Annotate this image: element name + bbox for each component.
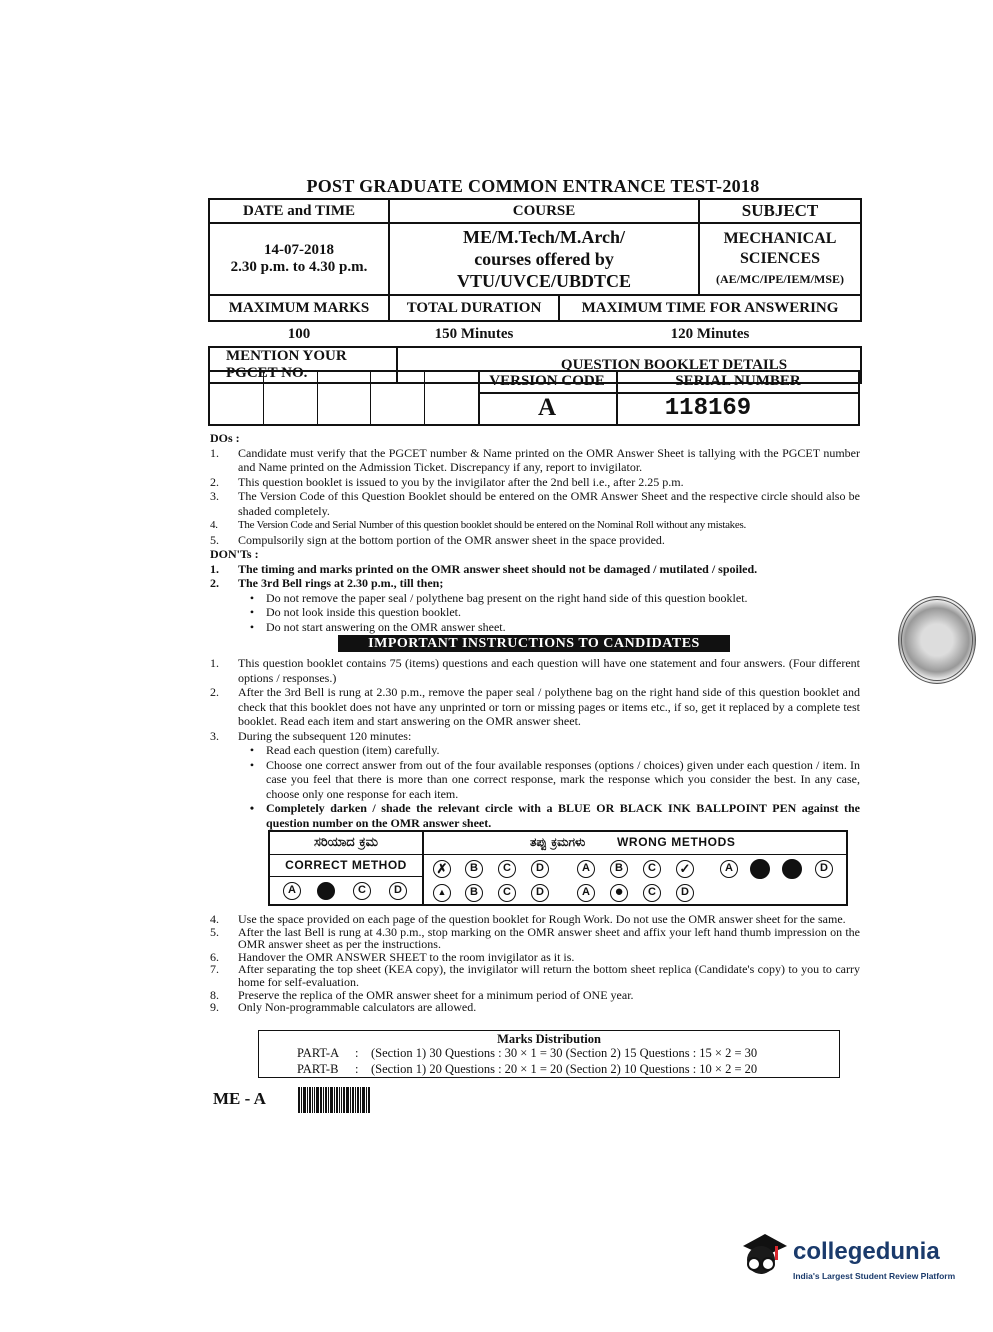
part-a-detail: (Section 1) 30 Questions : 30 × 1 = 30 (Section 2) 15 Questions : 15 × 2 = 30 [371,1046,758,1060]
bubble-d: D [531,860,549,878]
list-item: 4. Use the space provided on each page of the question booklet for Rough Work. Do not use the OMR answer sheet for the same. [210,912,846,926]
date-time-value [209,223,389,295]
list-item: 4. The Version Code and Serial Number of this question booklet should be entered on the Nominal Roll without any mistakes. [210,519,746,531]
marks-distribution-title: Marks Distribution [497,1032,601,1046]
course-line: VTU/UVCE/UBDTCE [456,271,632,291]
subject-value [699,223,861,295]
divider [422,832,424,904]
list-item: 1. This question booklet contains 75 (items) questions and each question will have one statement and four answers. (Four different options / responses.) [210,656,860,685]
instructions-banner: IMPORTANT INSTRUCTIONS TO CANDIDATES [338,635,730,652]
colon: : [355,1062,359,1076]
bullet-item: • Do not start answering on the OMR answer sheet. [249,619,506,634]
bubble-a: A [577,860,595,878]
list-item: 6. Handover the OMR ANSWER SHEET to the room invigilator as it is. [210,949,575,964]
bubble-b: B [465,860,483,878]
bubble-c: C [643,860,661,878]
bullet-item: • Completely darken / shade the relevant circle with a BLUE OR BLACK INK BALLPOINT PEN against the question number on the OMR answer sheet. [249,801,860,830]
booklet-details-label: QUESTION BOOKLET DETAILS [397,347,861,383]
donts-heading: DON'Ts : [210,547,259,561]
list-item: 7. After separating the top sheet (KEA copy), the invigilator will return the bottom sheet replica (Candidate's copy) to you to carry home for self-evaluation. [210,962,860,989]
divider [270,854,846,855]
pgcet-digit-box[interactable] [318,372,372,424]
date-time-label: DATE and TIME [209,199,389,223]
course-label: COURSE [389,199,699,223]
pgcet-digit-box[interactable] [371,372,425,424]
pgcet-number-boxes[interactable] [208,370,480,426]
version-code-value: A [537,394,557,421]
mention-pgcet-label: MENTION YOUR PGCET NO. [209,347,397,383]
bubble-filled [317,882,335,900]
colon: : [355,1046,359,1060]
version-code-label: VERSION CODE [489,373,605,389]
omr-methods-box [268,830,848,906]
subject-line: (AE/MC/IPE/IEM/MSE) [716,272,845,286]
list-item: 2. The 3rd Bell rings at 2.30 p.m., till then; [210,576,444,590]
part-b-label: PART-B [297,1062,339,1076]
bubble-c: C [498,884,516,902]
correct-method-label: CORRECT METHOD [285,858,407,872]
list-item: 3. The Version Code of this Question Booklet should be entered on the OMR Answer Sheet and the respective circle should also be shaded completely. [210,489,860,518]
exam-header-table [208,198,862,384]
serial-number-label: SERIAL NUMBER [675,373,801,389]
wrong-methods-kannada: ತಪ್ಪು ಕ್ರಮಗಳು [530,835,586,849]
marks-distribution-box [258,1030,840,1078]
bubble-partial: ▲ [433,884,451,902]
bubble-c: C [643,884,661,902]
booklet-code: ME - A [213,1089,266,1108]
bubble-d: D [389,882,407,900]
page-title: POST GRADUATE COMMON ENTRANCE TEST-2018 [306,176,760,196]
bubble-filled [750,859,770,879]
dos-heading: DOs : [210,431,240,445]
pgcet-digit-box[interactable] [264,372,318,424]
bubble-b: B [465,884,483,902]
bubble-d: D [815,860,833,878]
subject-line: MECHANICAL [723,230,837,247]
bubble-b: B [610,860,628,878]
bubble-d: D [676,884,694,902]
list-item: 5. Compulsorily sign at the bottom portion of the OMR answer sheet in the space provided. [210,532,665,547]
collegedunia-logo [735,1226,960,1286]
course-value [389,223,699,295]
seal-graphic [898,596,976,684]
course-line: ME/M.Tech/M.Arch/ [463,227,625,247]
bubble-a: A [283,882,301,900]
bubble-ticked: ✓ [676,860,694,878]
list-item: 2. After the 3rd Bell is rung at 2.30 p.m., remove the paper seal / polythene bag on the right hand side of this question booklet and check that this booklet does not have any unprinted or torn or missing pages or items etc., if so, get it replaced by a complete test booklet. Read each item and start answering on the OMR answer sheet. [210,685,860,728]
bubble-filled [782,859,802,879]
max-marks-label: MAXIMUM MARKS [209,295,389,321]
list-item: 3. During the subsequent 120 minutes: [210,728,412,743]
pgcet-digit-box[interactable] [210,372,264,424]
bubble-c: C [353,882,371,900]
list-item: 8. Preserve the replica of the OMR answer sheet for a minimum period of ONE year. [210,987,634,1002]
max-time-value: 120 Minutes [670,325,750,342]
bubble-d: D [531,884,549,902]
bubble-crossed: ✗ [433,860,451,878]
bullet-item: • Choose one correct answer from out of the four available responses (options / choices) given under each question / item. In case you feel that there is more than one correct response, mark the response which you consider the best. In any case, choose only one response for each item. [249,757,860,801]
part-b-detail: (Section 1) 20 Questions : 20 × 1 = 20 (Section 2) 10 Questions : 10 × 2 = 20 [371,1062,758,1076]
exam-time: 2.30 p.m. to 4.30 p.m. [230,259,368,275]
list-item: 2. This question booklet is issued to you by the invigilator after the 2nd bell i.e., after 2.25 p.m. [210,474,684,489]
total-duration-value: 150 Minutes [434,325,514,342]
max-time-label: MAXIMUM TIME FOR ANSWERING [559,295,861,321]
divider [270,876,422,877]
subject-line: SCIENCES [740,250,821,267]
bullet-item: • Do not remove the paper seal / polythene bag present on the right hand side of this question booklet. [249,590,748,605]
serial-number-value: 118169 [664,395,752,422]
dos-section [210,431,860,634]
list-item: 5. After the last Bell is rung at 4.30 p.m., stop marking on the OMR answer sheet and affix your left hand thumb impression on the OMR answer sheet as per the instructions. [210,924,860,952]
max-marks-value: 100 [287,325,311,342]
bubble-c: C [498,860,516,878]
list-item: 1. The timing and marks printed on the OMR answer sheet should not be damaged / mutilated / spoiled. [210,561,758,576]
wrong-methods-label: WRONG METHODS [617,835,736,849]
bullet-item: • Do not look inside this question booklet. [249,605,461,619]
bubble-dot: ● [610,884,628,902]
total-duration-label: TOTAL DURATION [389,295,559,321]
brand-tagline: India's Largest Student Review Platform [793,1271,956,1281]
instructions-section [210,656,860,830]
booklet-details-box [478,370,860,426]
course-line: courses offered by [474,249,614,269]
brand-name: collegedunia [793,1238,940,1265]
mascot-icon [735,1228,791,1280]
correct-method-kannada: ಸರಿಯಾದ ಕ್ರಮ [314,835,378,850]
bubble-a: A [720,860,738,878]
exam-date: 14-07-2018 [264,242,334,258]
part-a-label: PART-A [297,1046,340,1060]
list-item: 1. Candidate must verify that the PGCET number & Name printed on the OMR Answer Sheet is tallying with the PGCET number and Name printed on the Admission Ticket. Discrepancy if any, report to invigilator. [210,445,860,474]
barcode [298,1087,371,1113]
pgcet-digit-box[interactable] [425,372,478,424]
list-item: 9. Only Non-programmable calculators are allowed. [210,1000,477,1015]
instructions-section-2 [210,913,860,1014]
bullet-item: • Read each question (item) carefully. [249,743,440,757]
bubble-a: A [577,884,595,902]
subject-label: SUBJECT [699,199,861,223]
